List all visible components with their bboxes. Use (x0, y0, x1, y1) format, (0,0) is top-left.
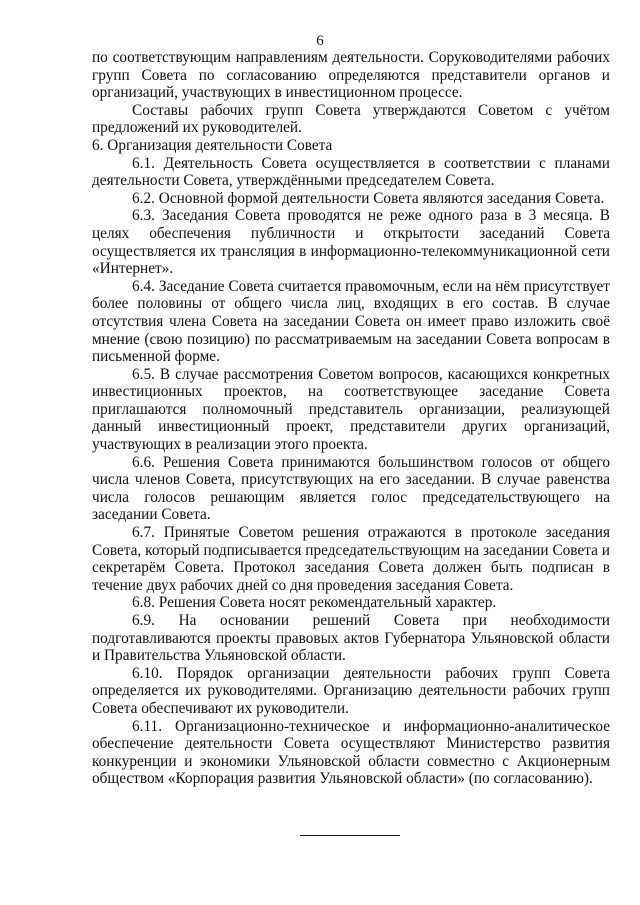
section-heading: 6. Организация деятельности Совета (92, 136, 333, 154)
clause-6-2: 6.2. Основной формой деятельности Совета являются заседания Совета. (132, 189, 605, 207)
clause-6-4: 6.4. Заседание Совета считается правомочным, если на нём присутствует более половины от общего числа лиц, входящих в его состав. В случае отсутствия члена Совета на заседании Совета он имеет право изложить своё мнение (свою позицию) по рассматриваемым на заседании Совета вопросам в письменной форме. (92, 277, 610, 366)
closing-rule (300, 835, 400, 836)
intro-paragraph-2: Составы рабочих групп Совета утверждаются Советом с учётом предложений их руководителей. (92, 101, 610, 137)
clause-6-11: 6.11. Организационно-техническое и информационно-аналитическое обеспечение деятельности Совета осуществляют Министерство развития конкуренции и экономики Ульяновской области совместно с Акционерным обществом «Корпорация развития Ульяновской области» (по согласованию). (92, 717, 610, 788)
clause-6-1: 6.1. Деятельность Совета осуществляется в соответствии с планами деятельности Совета, утверждёнными председателем Совета. (92, 154, 610, 190)
document-body (92, 49, 610, 788)
clause-6-3: 6.3. Заседания Совета проводятся не реже одного раза в 3 месяца. В целях обеспечения публичности и открытости заседаний Совета осуществляется их трансляция в информационно-телекоммуникационной сети «Интернет». (92, 207, 610, 278)
clause-6-7: 6.7. Принятые Советом решения отражаются в протоколе заседания Совета, который подписывается председательствующим на заседании Совета и секретарём Совета. Протокол заседания Совета должен быть подписан в течение двух рабочих дней со дня проведения заседания Совета. (92, 524, 610, 594)
clause-6-6: 6.6. Решения Совета принимаются большинством голосов от общего числа членов Совета, присутствующих на его заседании. В случае равенства числа голосов решающим является голос председательствующего на заседании Совета. (92, 453, 610, 524)
intro-paragraph-1: по соответствующим направлениям деятельности. Соруководителями рабочих групп Совета по согласованию определяются представители органов и организаций, участвующих в инвестиционном процессе. (92, 49, 610, 102)
clause-6-8: 6.8. Решения Совета носят рекомендательный характер. (132, 594, 497, 612)
page-number: 6 (316, 33, 324, 49)
clause-6-5: 6.5. В случае рассмотрения Советом вопросов, касающихся конкретных инвестиционных проектов, на соответствующее заседание Совета приглашаются полномочный представитель организации, реализующей данный инвестиционный проект, представители других организаций, участвующих в реализации этого проекта. (92, 365, 610, 454)
clause-6-9: 6.9. На основании решений Совета при необходимости подготавливаются проекты правовых актов Губернатора Ульяновской области и Правительства Ульяновской области. (92, 612, 610, 665)
clause-6-10: 6.10. Порядок организации деятельности рабочих групп Совета определяется их руководителями. Организацию деятельности рабочих групп Совета обеспечивают их руководители. (92, 664, 610, 717)
